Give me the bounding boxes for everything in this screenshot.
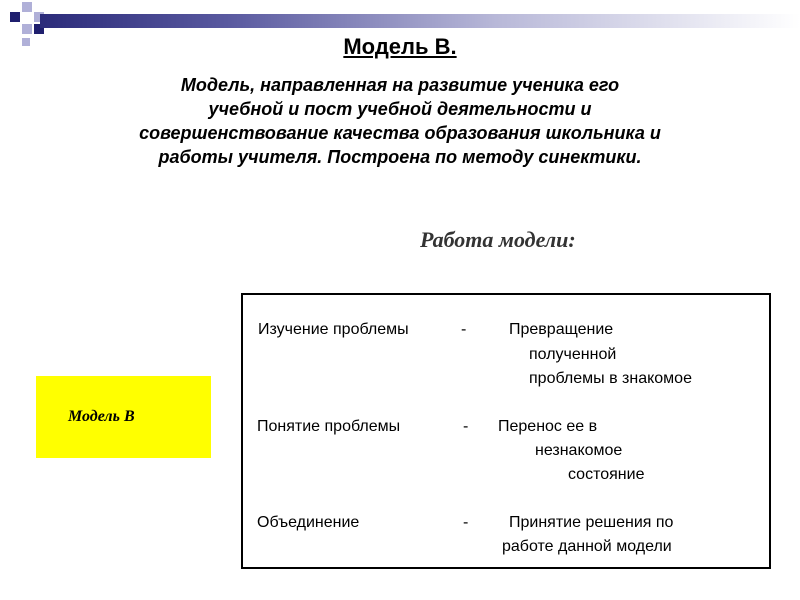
stage-dash: - (463, 514, 469, 531)
stage-result-line: полученной (529, 346, 617, 363)
decor-square-4 (22, 24, 32, 34)
description-line: работы учителя. Построена по методу синектики. (158, 147, 642, 167)
decor-square-2 (22, 2, 32, 12)
stage-result-line: проблемы в знакомое (529, 370, 692, 387)
stage-result-line: Принятие решения по (509, 514, 674, 531)
model-label-text: Модель В (68, 408, 135, 425)
decor-square-1 (10, 12, 20, 22)
stage-result-line: состояние (568, 466, 645, 483)
page-title: Модель В. (343, 34, 457, 59)
model-label-box (36, 376, 211, 458)
stage-result-line: работе данной модели (502, 538, 672, 555)
stage-dash: - (463, 418, 469, 435)
stage-label: Изучение проблемы (258, 321, 409, 338)
model-description (60, 73, 740, 169)
work-heading: Работа модели: (420, 227, 576, 252)
stage-label: Объединение (257, 514, 360, 531)
description-line: Модель, направленная на развитие ученика его (180, 75, 620, 95)
stage-dash: - (461, 321, 467, 338)
stages-panel (241, 293, 771, 569)
stage-result-line: незнакомое (535, 442, 623, 459)
description-line: совершенствование качества образования школьника и (139, 123, 661, 143)
stage-result-line: Перенос ее в (498, 418, 598, 435)
header-bar (40, 14, 800, 28)
stage-label: Понятие проблемы (257, 418, 401, 435)
stage-result-line: Превращение (509, 321, 614, 338)
description-line: учебной и пост учебной деятельности и (208, 99, 592, 119)
